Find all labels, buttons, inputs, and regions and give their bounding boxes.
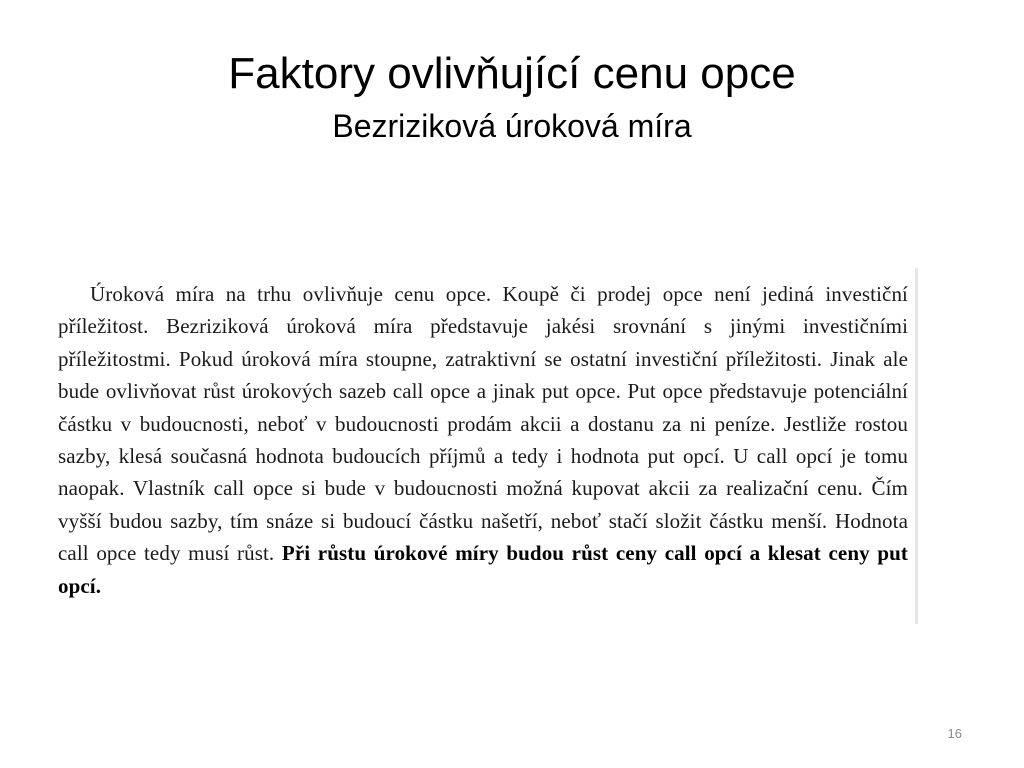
scanned-text-excerpt — [54, 268, 918, 624]
excerpt-conclusion: Při růstu úrokové míry budou růst ceny call opcí a klesat ceny put opcí. — [58, 541, 908, 598]
excerpt-paragraph — [58, 278, 908, 602]
slide-title: Faktory ovlivňující cenu opce — [228, 49, 796, 98]
excerpt-body: Úroková míra na trhu ovlivňuje cenu opce. Koupě či prodej opce není jediná investiční příležitost. Bezriziková úroková míra představuje jakési srovnání s jinými investičními příležitostmi. Pokud úroková míra stoupne, zatraktivní se ostatní investiční příležitosti. Jinak ale bude ovlivňovat růst úrokových sazeb call opce a jinak put opce. Put opce představuje potenciální částku v budoucnosti, neboť v budoucnosti prodám akcii a dostanu za ni peníze. Jestliže rostou sazby, klesá současná hodnota budoucích příjmů a tedy i hodnota put opcí. U call opcí je tomu naopak. Vlastník call opce si bude v budoucnosti možná kupovat akcii za realizační cenu. Čím vyšší budou sazby, tím snáze si budoucí částku našetří, neboť stačí složit částku menší. Hodnota call opce tedy musí růst. — [58, 282, 908, 566]
page-number: 16 — [947, 726, 962, 741]
slide-subtitle: Bezriziková úroková míra — [332, 108, 692, 144]
